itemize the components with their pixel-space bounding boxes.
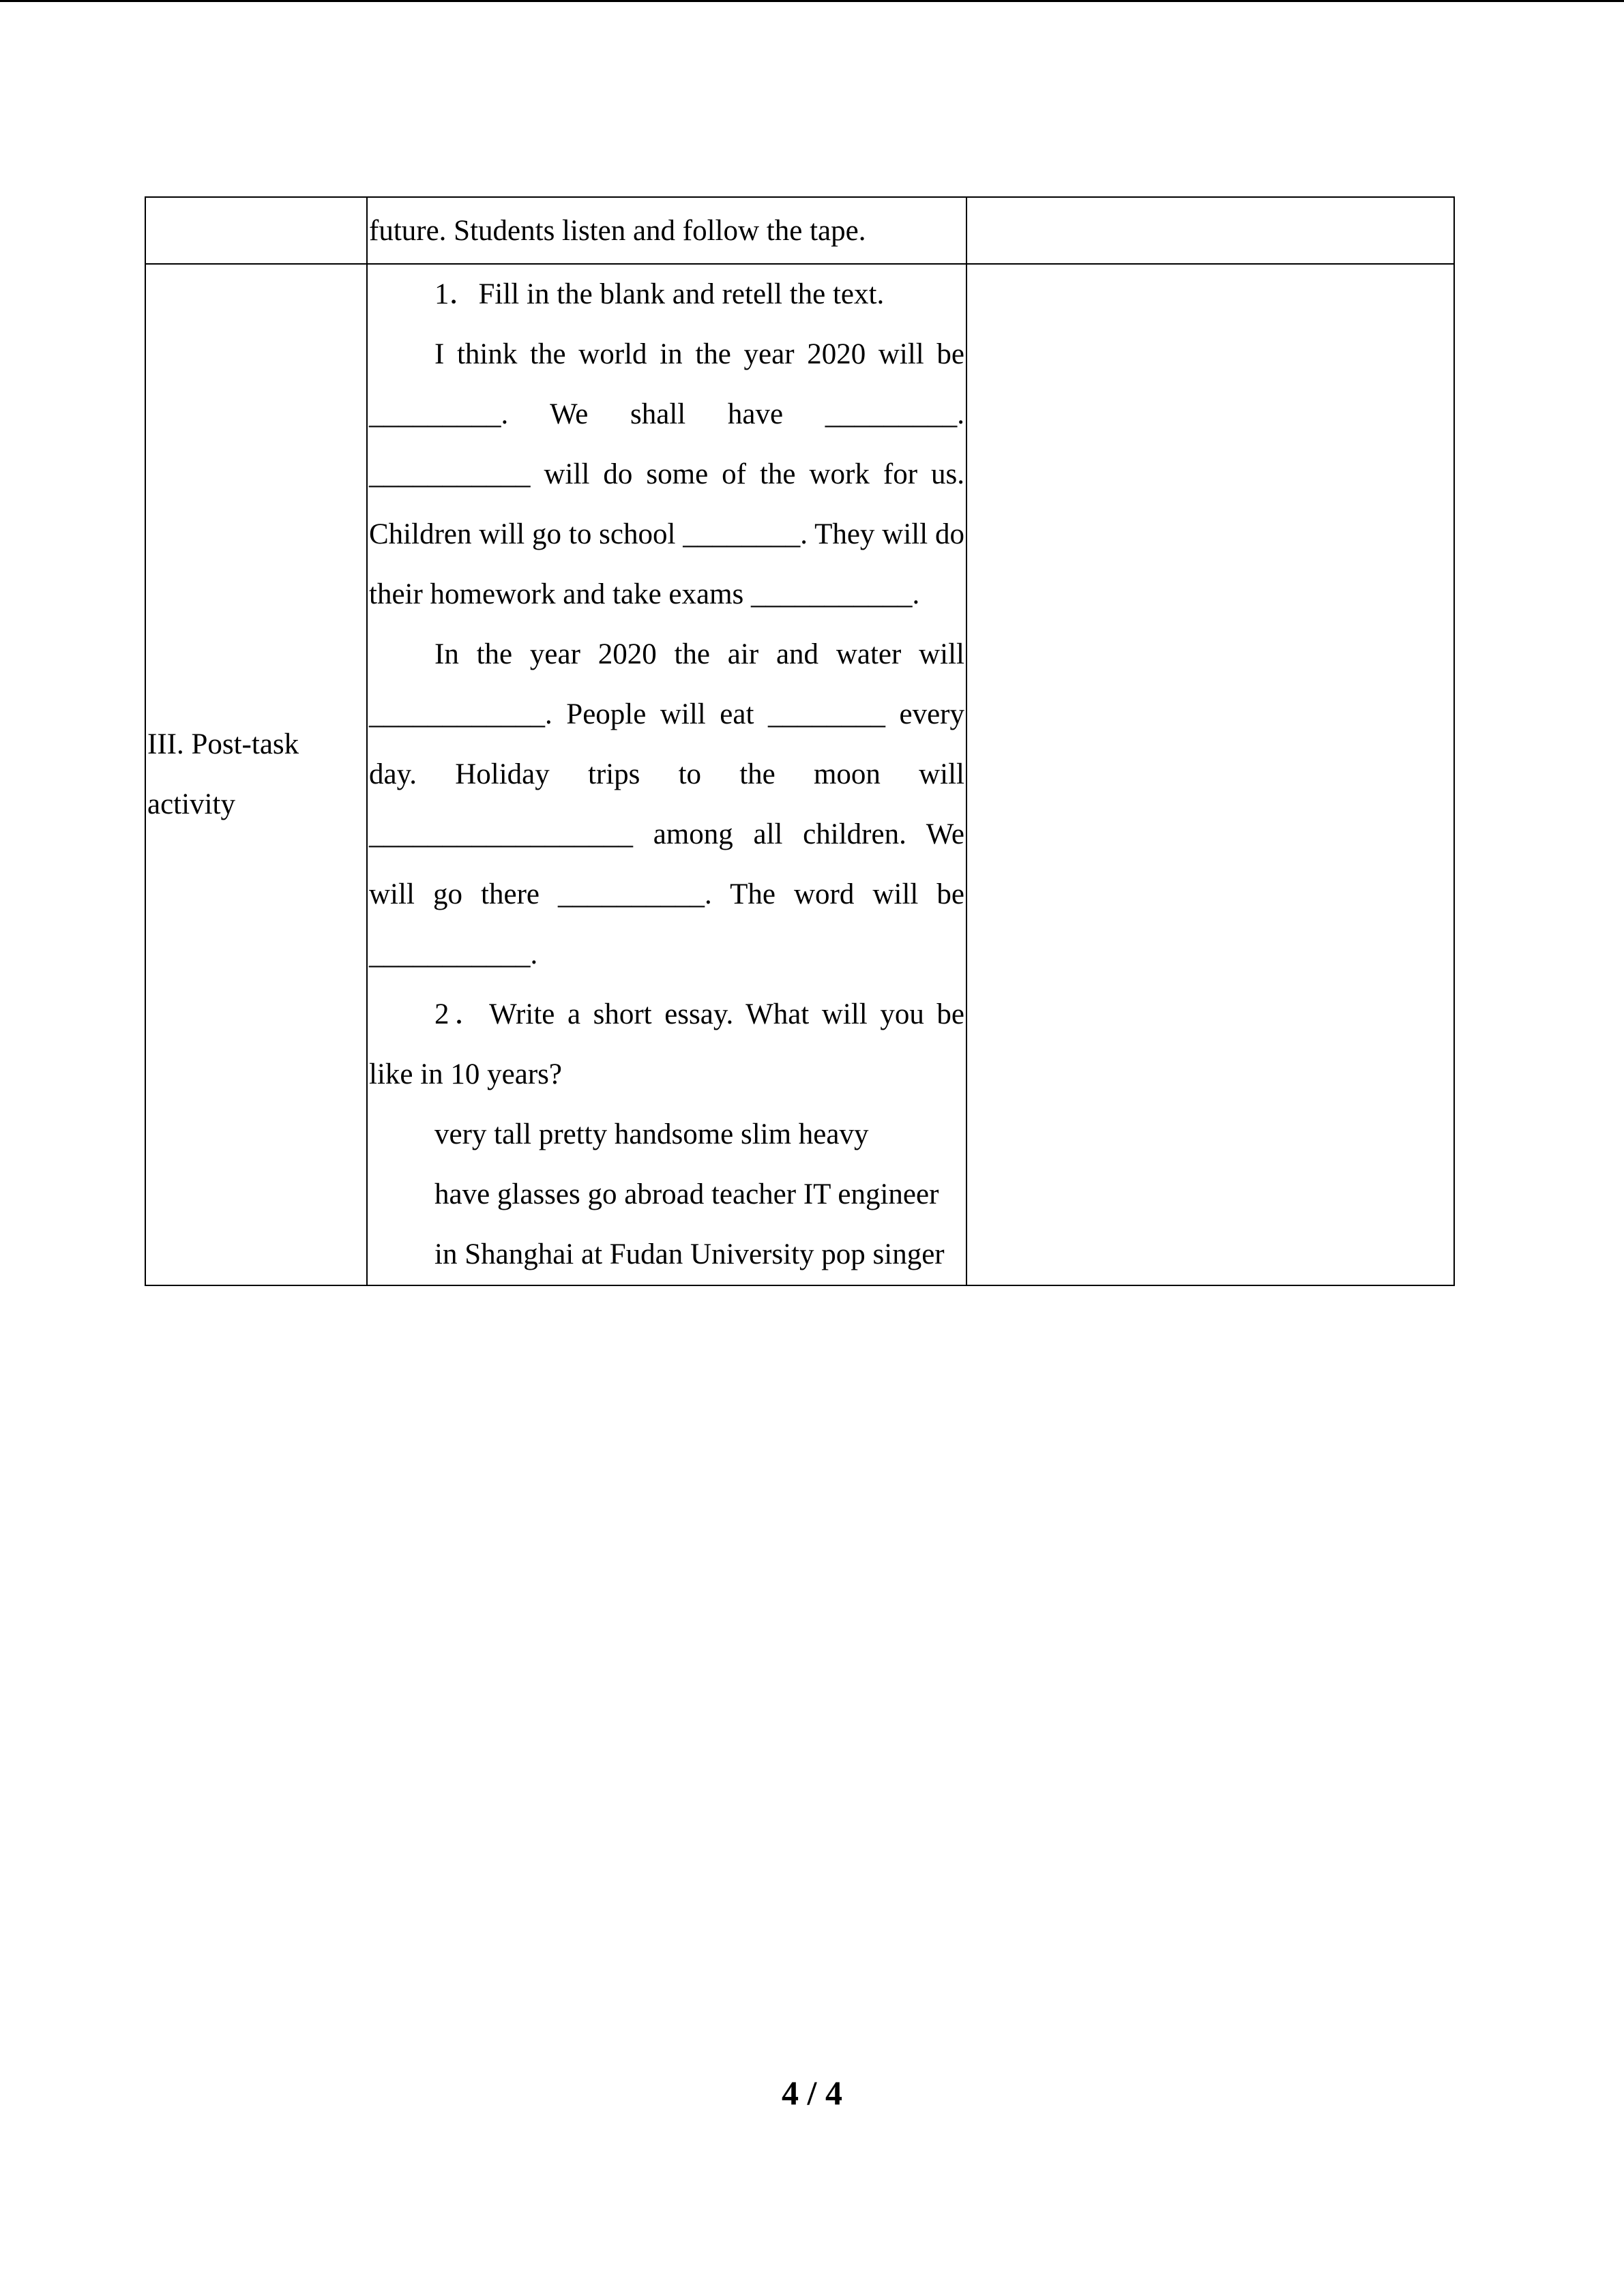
task-2-heading: 2．Write a short essay. What will you be like in 10 years?	[369, 998, 964, 1090]
stage-cell-empty	[145, 197, 367, 264]
continuation-text: future. Students listen and follow the tape.	[369, 215, 866, 247]
notes-cell-post-task	[966, 264, 1454, 1285]
stage-label: III. Post-task activity	[147, 728, 299, 820]
word-bank-line-3: in Shanghai at Fudan University pop singer	[434, 1238, 945, 1270]
stage-cell-post-task	[145, 264, 367, 1285]
notes-cell-continuation	[966, 197, 1454, 264]
fill-blank-paragraph-1: I think the world in the year 2020 will be _________. We shall have _________. ___________ will do some of the work for us. Children will go to school ________. They will do their homework and take exams ___________.	[369, 338, 964, 610]
lesson-plan-table	[145, 196, 1455, 1286]
table-row-continuation	[145, 197, 1454, 264]
table-row-post-task	[145, 264, 1454, 1285]
page-number: 4 / 4	[782, 2074, 842, 2112]
word-bank-line-2: have glasses go abroad teacher IT engineer	[434, 1178, 939, 1210]
activity-cell-continuation	[367, 197, 966, 264]
fill-blank-paragraph-2: In the year 2020 the air and water will ____________. People will eat ________ every day. Holiday trips to the moon will __________________ among all children. We will go there __________. The word will be ___________.	[369, 638, 964, 970]
activity-cell-post-task	[367, 264, 966, 1285]
word-bank-line-1: very tall pretty handsome slim heavy	[434, 1118, 869, 1150]
task-1-heading: 1．Fill in the blank and retell the text.	[434, 278, 885, 310]
page-top-border	[0, 0, 1624, 2]
